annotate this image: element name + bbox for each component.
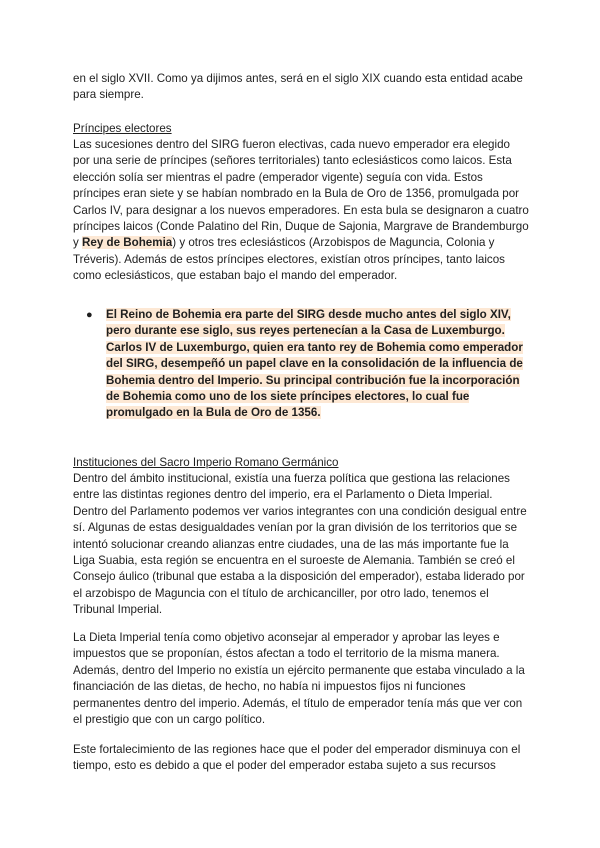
- section-heading-instituciones: Instituciones del Sacro Imperio Romano Germánico: [73, 456, 339, 469]
- section-heading-principes-electores: Príncipes electores: [73, 122, 172, 135]
- electores-text-after: ) y otros tres eclesiásticos (Arzobispos de Maguncia, Colonia y Tréveris). Además de estos príncipes electores, existían otros príncipes, tanto laicos como eclesiásticos, que estaban bajo el mando del emperador.: [73, 236, 505, 283]
- instituciones-paragraph: Dentro del ámbito institucional, existía una fuerza política que gestiona las relaciones entre las distintas regiones dentro del imperio, era el Parlamento o Dieta Imperial. Dentro del Parlamento podemos ver varios integrantes con una condición desigual entre sí. Algunas de estas desigualdades venían por la gran división de los territorios que se intentó solucionar creando alianzas entre ciudades, una de las más importante fue la Liga Suabia, esta región se encuentra en el suroeste de Alemania. También se creó el Consejo áulico (tribunal que estaba a la disposición del emperador), estaba liderado por el arzobispo de Maguncia con el título de archicanciller, por otro lado, tenemos el Tribunal Imperial.: [73, 472, 527, 617]
- highlight-rey-de-bohemia: Rey de Bohemia: [82, 236, 173, 250]
- fortalecimiento-paragraph: Este fortalecimiento de las regiones hace que el poder del emperador disminuya con el tiempo, esto es debido a que el poder del emperador estaba sujeto a sus recursos: [73, 743, 521, 773]
- dieta-paragraph: La Dieta Imperial tenía como objetivo aconsejar al emperador y aprobar las leyes e impuestos que se proponían, éstos afectan a todo el territorio de la misma manera. Además, dentro del Imperio no existía un ejército permanente que estaba vinculado a la financiación de las dietas, de hecho, no había ni impuestos fijos ni funciones permanentes dentro del imperio. Además, el título de emperador tenía más que ver con el prestigio que con un cargo político.: [73, 631, 525, 727]
- electores-text-before: Las sucesiones dentro del SIRG fueron electivas, cada nuevo emperador era elegido por una serie de príncipes (señores territoriales) tanto eclesiásticos como laicos. Esta elección solía ser mientras el padre (emperador vigente) seguía con vida. Estos príncipes eran siete y se habían nombrado en la Bula de Oro de 1356, promulgada por Carlos IV, para designar a los nuevos emperadores. En esta bula se designaron a cuatro príncipes laicos (Conde Palatino del Rin, Duque de Sajonia, Margrave de Brandemburgo y: [73, 138, 529, 250]
- bullet-marker: ●: [86, 309, 93, 321]
- intro-paragraph: en el siglo XVII. Como ya dijimos antes, será en el siglo XIX cuando esta entidad acabe para siempre.: [73, 72, 523, 102]
- bullet-list-item: [88, 307, 528, 422]
- electores-paragraph: [73, 137, 529, 285]
- bullet-paragraph: [106, 307, 528, 422]
- bullet-highlighted-text: El Reino de Bohemia era parte del SIRG desde mucho antes del siglo XIV, pero durante ese siglo, sus reyes pertenecían a la Casa de Luxemburgo. Carlos IV de Luxemburgo, quien era tanto rey de Bohemia como emperador del SIRG, desempeñó un papel clave en la consolidación de la influencia de Bohemia dentro del Imperio. Su principal contribución fue la incorporación de Bohemia como uno de los siete príncipes electores, lo cual fue promulgado en la Bula de Oro de 1356.: [106, 308, 523, 420]
